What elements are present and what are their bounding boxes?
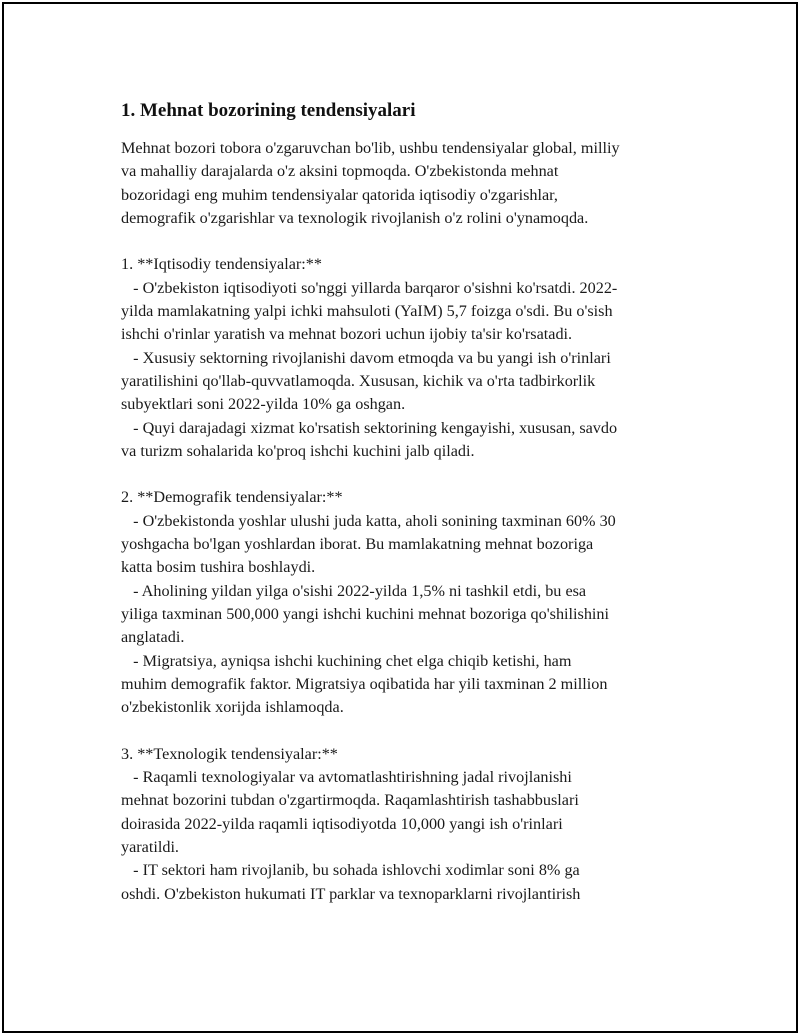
text-line: - Raqamli texnologiyalar va avtomatlashtirishning jadal rivojlanishi [121, 768, 572, 787]
document-heading: 1. Mehnat bozorining tendensiyalari [121, 100, 416, 121]
text-line: Mehnat bozori tobora o'zgaruvchan bo'lib, ushbu tendensiyalar global, milliy [121, 139, 620, 157]
text-line: mehnat bozorini tubdan o'zgartirmoqda. Raqamlashtirish tashabbuslari [121, 791, 579, 810]
text-line: bozoridagi eng muhim tendensiyalar qatorida iqtisodiy o'zgarishlar, [121, 185, 558, 204]
text-line: demografik o'zgarishlar va texnologik rivojlanish o'z rolini o'ynamoqda. [121, 208, 589, 227]
text-line: - Xususiy sektorning rivojlanishi davom etmoqda va bu yangi ish o'rinlari [121, 348, 611, 367]
blank-line [121, 719, 701, 742]
text-line: yiliga taxminan 500,000 yangi ishchi kuchini mehnat bozoriga qo'shilishini [121, 604, 610, 623]
text-line: - O'zbekiston iqtisodiyoti so'nggi yillarda barqaror o'sishni ko'rsatdi. 2022- [121, 278, 618, 297]
text-line: yaratildi. [121, 837, 179, 856]
text-line: - Migratsiya, ayniqsa ishchi kuchining chet elga chiqib ketishi, ham [121, 651, 572, 670]
section-demographic [121, 486, 701, 719]
section-title: 3. **Texnologik tendensiyalar:** [121, 744, 338, 763]
text-line: yoshgacha bo'lgan yoshlardan iborat. Bu mamlakatning mehnat bozoriga [121, 535, 594, 554]
section-title: 2. **Demografik tendensiyalar:** [121, 488, 343, 507]
blank-line [121, 463, 701, 486]
page-frame [2, 2, 798, 1033]
section-economic [121, 253, 701, 463]
text-line: yilda mamlakatning yalpi ichki mahsuloti (YaIM) 5,7 foizga o'sdi. Bu o'sish [121, 302, 613, 321]
section-technological [121, 743, 701, 906]
blank-line [121, 230, 701, 253]
text-line: anglatadi. [121, 628, 185, 647]
text-line: - O'zbekistonda yoshlar ulushi juda katta, aholi sonining taxminan 60% 30 [121, 511, 616, 530]
text-line: - IT sektori ham rivojlanib, bu sohada ishlovchi xodimlar soni 8% ga [121, 861, 580, 880]
text-line: yaratilishini qo'llab-quvvatlamoqda. Xususan, kichik va o'rta tadbirkorlik [121, 371, 596, 390]
intro-paragraph [121, 137, 701, 230]
text-line: va turizm sohalarida ko'proq ishchi kuchini jalb qiladi. [121, 441, 475, 460]
text-line: - Aholining yildan yilga o'sishi 2022-yilda 1,5% ni tashkil etdi, bu esa [121, 581, 587, 600]
text-line: subyektlari soni 2022-yilda 10% ga oshgan. [121, 395, 406, 414]
text-line: ishchi o'rinlar yaratish va mehnat bozori uchun ijobiy ta'sir ko'rsatadi. [121, 325, 573, 344]
text-line: muhim demografik faktor. Migratsiya oqibatida har yili taxminan 2 million [121, 674, 608, 693]
text-line: va mahalliy darajalarda o'z aksini topmoqda. O'zbekistonda mehnat [121, 162, 559, 181]
document-body [121, 99, 701, 906]
text-line: katta bosim tushira boshlaydi. [121, 558, 316, 577]
text-line: - Quyi darajadagi xizmat ko'rsatish sektorining kengayishi, xususan, savdo [121, 418, 618, 437]
text-line: doirasida 2022-yilda raqamli iqtisodiyotda 10,000 yangi ish o'rinlari [121, 814, 563, 833]
text-line: oshdi. O'zbekiston hukumati IT parklar va texnoparklarni rivojlantirish [121, 884, 581, 903]
text-line: o'zbekistonlik xorijda ishlamoqda. [121, 698, 344, 717]
section-title: 1. **Iqtisodiy tendensiyalar:** [121, 255, 322, 274]
